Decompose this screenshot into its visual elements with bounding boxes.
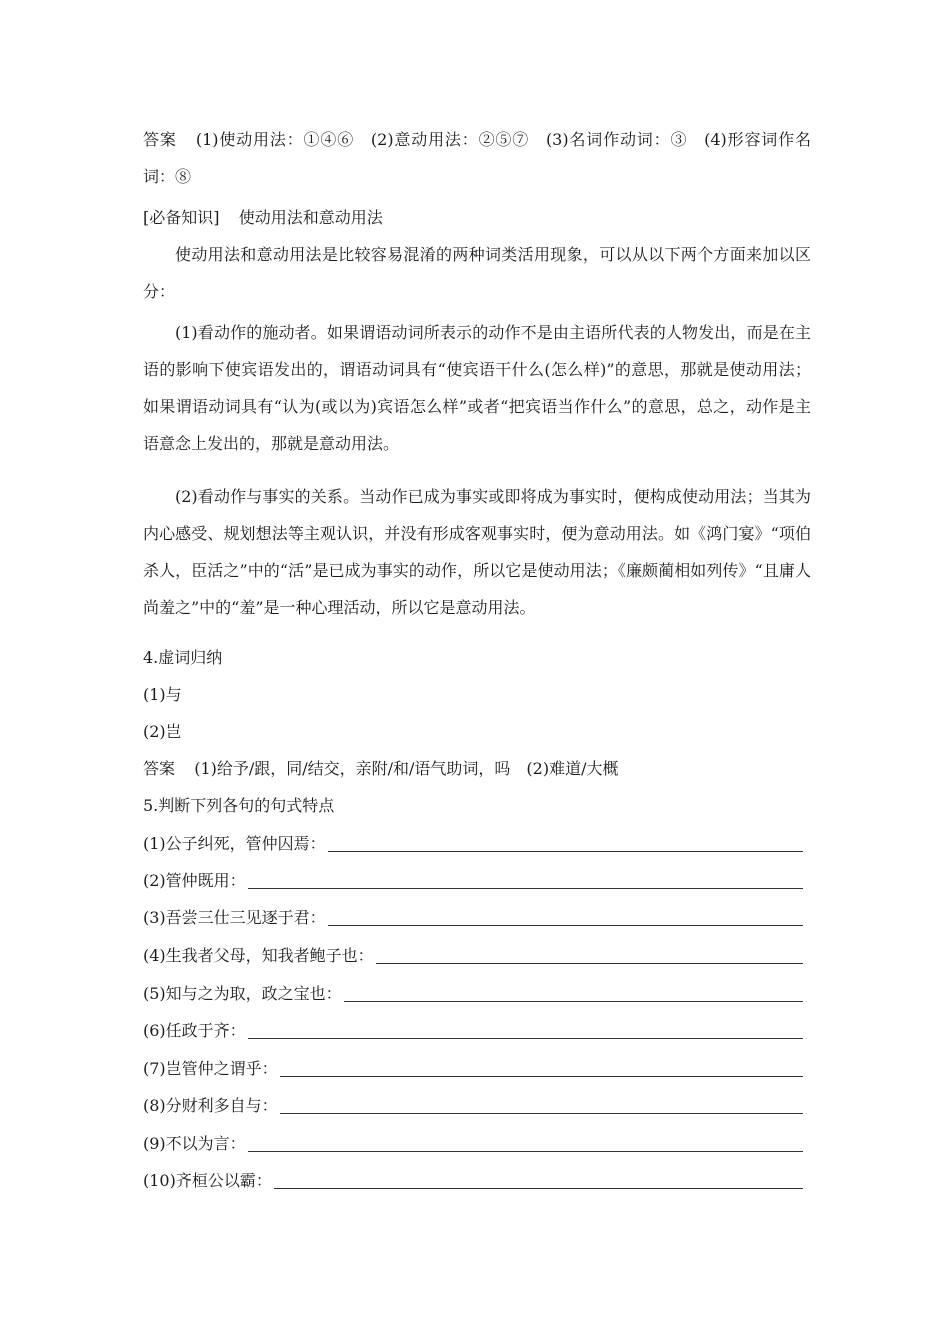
answer-blank[interactable] — [280, 1113, 803, 1114]
knowledge-point-2: (2)看动作与事实的关系。当动作已成为事实或即将成为事实时，便构成使动用法；当其为内心感受、规划想法等主观认识，并没有形成客观事实时，便为意动用法。如《鸿门宴》“项伯杀人，臣活之”中的“活”是已成为事实的动作，所以它是使动用法；《廉颇蔺相如列传》“且庸人尚羞之”中的“羞”是一种心理活动，所以它是意动用法。 — [143, 487, 811, 617]
answer-blank[interactable] — [280, 1076, 803, 1077]
section-4-item-2: (2)岂 — [143, 722, 182, 741]
answer-block-2 — [143, 750, 811, 787]
question-row — [143, 937, 811, 974]
answer-blank[interactable] — [248, 1151, 803, 1152]
question-row — [143, 1162, 811, 1199]
knowledge-point-1: (1)看动作的施动者。如果谓语动词所表示的动作不是由主语所代表的人物发出，而是在主语的影响下使宾语发出的，谓语动词具有“使宾语干什么(怎么样)”的意思，那就是使动用法；如果谓语动词具有“认为(或以为)宾语怎么样”或者“把宾语当作什么”的意思，总之，动作是主语意念上发出的，那就是意动用法。 — [143, 323, 811, 453]
question-text: (2)管仲既用： — [143, 871, 246, 890]
answer-blank[interactable] — [328, 851, 803, 852]
question-text: (8)分财利多自与： — [143, 1096, 278, 1115]
question-row — [143, 975, 811, 1012]
answer-blank[interactable] — [274, 1188, 803, 1189]
question-row — [143, 899, 811, 936]
question-text: (7)岂管仲之谓乎： — [143, 1059, 278, 1078]
question-row — [143, 1125, 811, 1162]
answer-text: (1)使动用法：①④⑥ (2)意动用法：②⑤⑦ (3)名词作动词：③ (4)形容词作名词：⑧ — [143, 130, 811, 186]
question-row — [143, 825, 811, 862]
answer-label: 答案 — [143, 130, 177, 149]
question-text: (6)任政于齐： — [143, 1021, 246, 1040]
question-row — [143, 1012, 811, 1049]
knowledge-tag: [必备知识] — [143, 208, 220, 227]
section-4-item-1: (1)与 — [143, 685, 182, 704]
answer-text: (1)给予/跟，同/结交，亲附/和/语气助词，吗 (2)难道/大概 — [194, 759, 619, 778]
answer-blank[interactable] — [376, 963, 803, 964]
answer-blank[interactable] — [344, 1001, 803, 1002]
question-text: (5)知与之为取，政之宝也： — [143, 984, 342, 1003]
answer-blank[interactable] — [248, 888, 803, 889]
section-4-heading: 4.虚词归纳 — [143, 648, 223, 667]
knowledge-title: 使动用法和意动用法 — [238, 208, 383, 227]
answer-block-1 — [143, 121, 811, 195]
answer-label: 答案 — [143, 759, 176, 778]
knowledge-heading — [143, 199, 811, 236]
question-row — [143, 862, 811, 899]
question-text: (9)不以为言： — [143, 1134, 246, 1153]
knowledge-intro: 使动用法和意动用法是比较容易混淆的两种词类活用现象，可以从以下两个方面来加以区分： — [143, 245, 811, 301]
section-5-heading: 5.判断下列各句的句式特点 — [143, 796, 335, 815]
question-row — [143, 1087, 811, 1124]
answer-blank[interactable] — [248, 1038, 803, 1039]
question-text: (4)生我者父母，知我者鲍子也： — [143, 946, 374, 965]
question-text: (3)吾尝三仕三见逐于君： — [143, 908, 326, 927]
question-text: (1)公子纠死，管仲囚焉： — [143, 834, 326, 853]
question-text: (10)齐桓公以霸： — [143, 1171, 272, 1190]
question-row — [143, 1050, 811, 1087]
answer-blank[interactable] — [328, 925, 803, 926]
